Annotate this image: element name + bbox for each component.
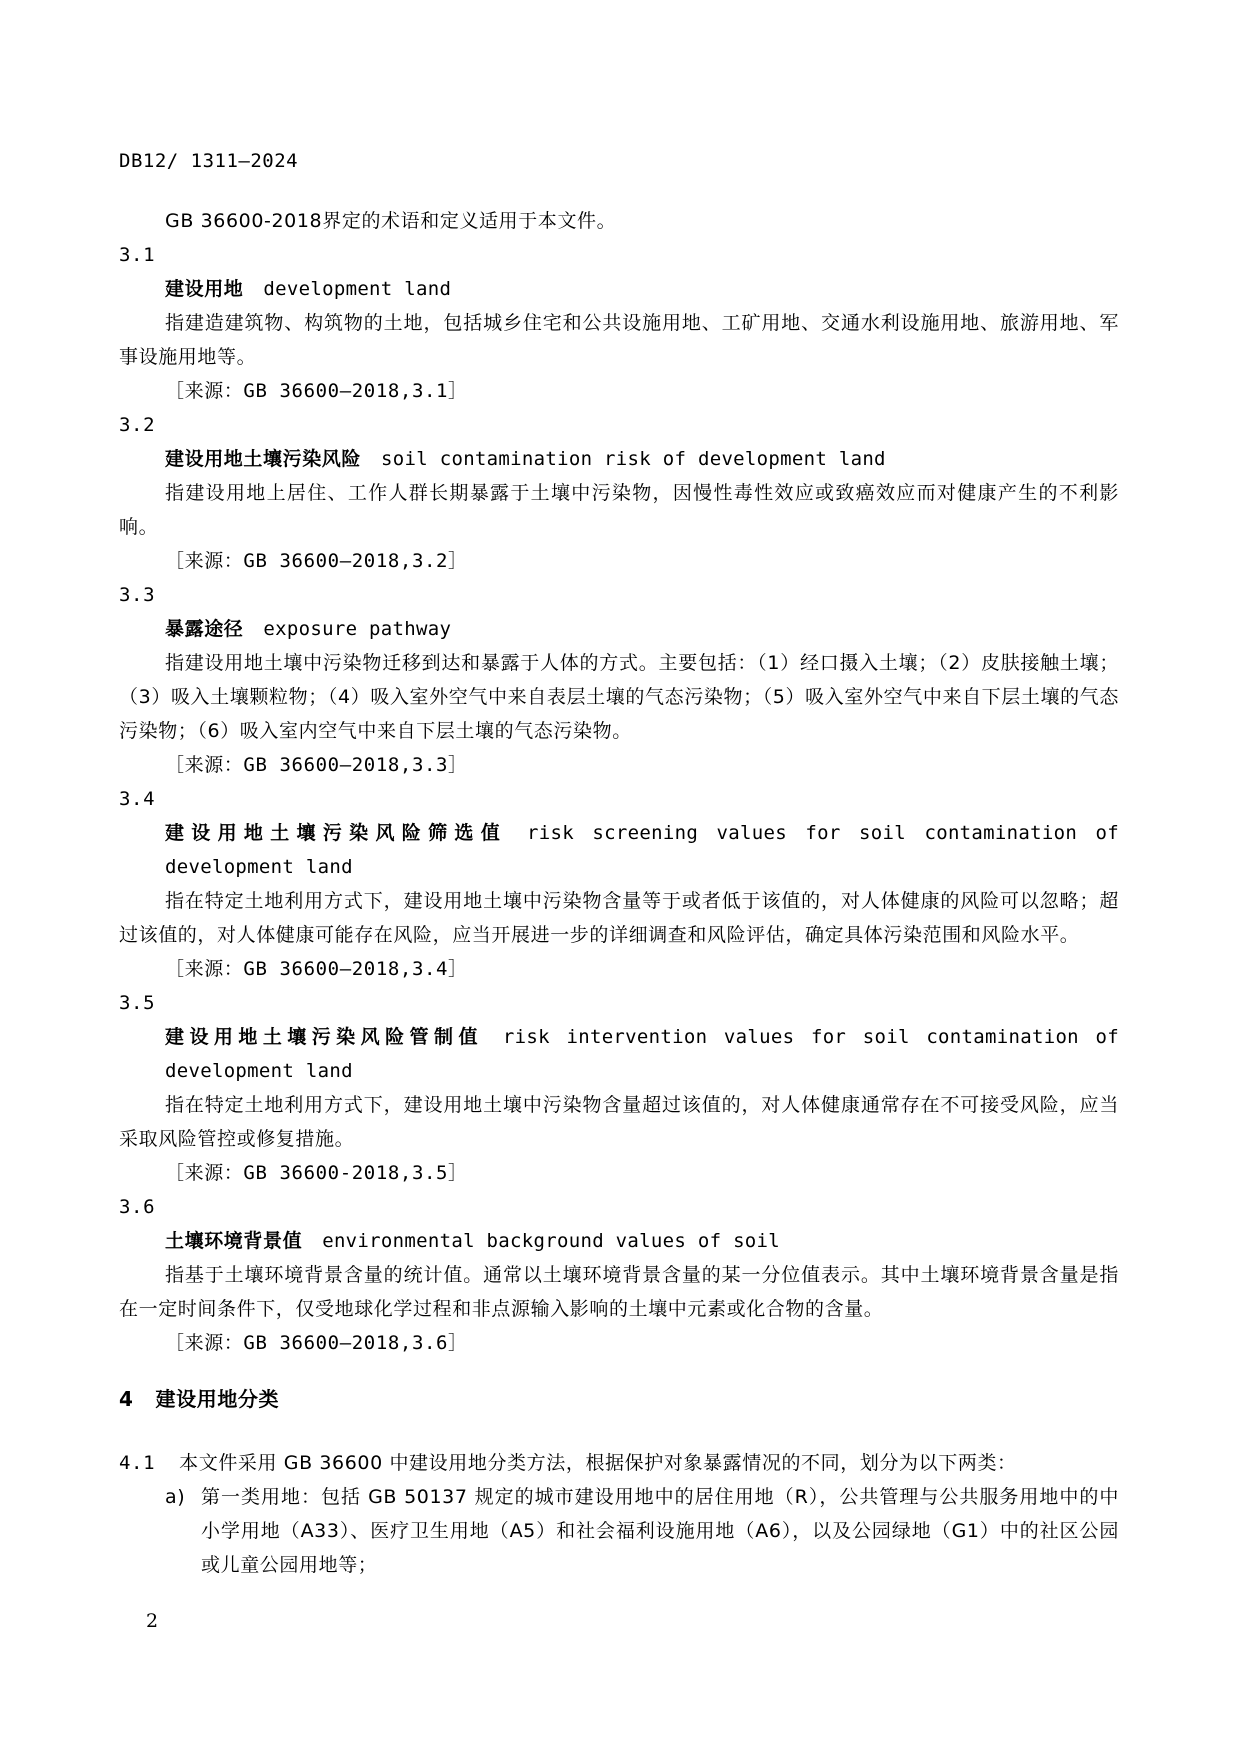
term-definition: 指建造建筑物、构筑物的土地，包括城乡住宅和公共设施用地、工矿用地、交通水利设施用地、旅游用地、军事设施用地等。 xyxy=(119,312,1119,368)
clause-number: 4.1 xyxy=(119,1452,156,1474)
term-en: development land xyxy=(263,278,452,300)
term-title xyxy=(119,1020,1119,1088)
term-source: ［来源：GB 36600—2018,3.2］ xyxy=(165,550,468,572)
term-title xyxy=(119,272,1119,306)
clause-text: 本文件采用 GB 36600 中建设用地分类方法，根据保护对象暴露情况的不同，划分为以下两类： xyxy=(179,1452,1017,1474)
term-number: 3.6 xyxy=(119,1196,156,1218)
term-number: 3.4 xyxy=(119,788,156,810)
term-en: risk intervention values for soil contamination of development land xyxy=(165,1026,1119,1082)
term-cn: 土壤环境背景值 xyxy=(165,1230,303,1252)
document-code: DB12/ 1311—2024 xyxy=(119,150,299,172)
term-definition: 指在特定土地利用方式下，建设用地土壤中污染物含量超过该值的，对人体健康通常存在不可接受风险，应当采取风险管控或修复措施。 xyxy=(119,1094,1119,1150)
term-title xyxy=(119,816,1119,884)
term-number: 3.1 xyxy=(119,244,156,266)
term-cn: 暴露途径 xyxy=(165,618,244,640)
page-number: 2 xyxy=(146,1610,159,1632)
term-title xyxy=(119,612,1119,646)
term-definition: 指在特定土地利用方式下，建设用地土壤中污染物含量等于或者低于该值的，对人体健康的风险可以忽略；超过该值的，对人体健康可能存在风险，应当开展进一步的详细调查和风险评估，确定具体污染范围和风险水平。 xyxy=(119,890,1119,946)
list-marker: a) xyxy=(165,1486,186,1508)
term-title xyxy=(119,442,1119,476)
term-en: risk screening values for soil contamination of development land xyxy=(165,822,1119,878)
term-source: ［来源：GB 36600—2018,3.3］ xyxy=(165,754,468,776)
term-title xyxy=(119,1224,1119,1258)
term-en: environmental background values of soil xyxy=(322,1230,781,1252)
term-number: 3.5 xyxy=(119,992,156,1014)
list-item xyxy=(119,1480,1119,1582)
chapter-number: 4 xyxy=(119,1387,134,1411)
clause-4-1 xyxy=(119,1446,1119,1480)
term-source: ［来源：GB 36600—2018,3.6］ xyxy=(165,1332,468,1354)
chapter-title: 建设用地分类 xyxy=(155,1387,280,1411)
term-definition: 指建设用地上居住、工作人群长期暴露于土壤中污染物，因慢性毒性效应或致癌效应而对健康产生的不利影响。 xyxy=(119,482,1119,538)
term-number: 3.2 xyxy=(119,414,156,436)
term-definition: 指建设用地土壤中污染物迁移到达和暴露于人体的方式。主要包括：（1）经口摄入土壤；（2）皮肤接触土壤；（3）吸入土壤颗粒物；（4）吸入室外空气中来自表层土壤的气态污染物；（5）吸入室外空气中来自下层土壤的气态污染物；（6）吸入室内空气中来自下层土壤的气态污染物。 xyxy=(119,652,1119,742)
list-text: 第一类用地：包括 GB 50137 规定的城市建设用地中的居住用地（R），公共管理与公共服务用地中的中小学用地（A33）、医疗卫生用地（A5）和社会福利设施用地（A6），以及公园绿地（G1）中的社区公园或儿童公园用地等； xyxy=(201,1486,1119,1576)
term-definition: 指基于土壤环境背景含量的统计值。通常以土壤环境背景含量的某一分位值表示。其中土壤环境背景含量是指在一定时间条件下，仅受地球化学过程和非点源输入影响的土壤中元素或化合物的含量。 xyxy=(119,1264,1119,1320)
term-source: ［来源：GB 36600—2018,3.1］ xyxy=(165,380,468,402)
intro-paragraph: GB 36600-2018界定的术语和定义适用于本文件。 xyxy=(165,210,617,232)
term-cn: 建设用地土壤污染风险管制值 xyxy=(165,1026,483,1048)
document-body xyxy=(119,204,1119,1582)
term-source: ［来源：GB 36600—2018,3.4］ xyxy=(165,958,468,980)
term-source: ［来源：GB 36600-2018,3.5］ xyxy=(165,1162,468,1184)
chapter-heading xyxy=(119,1382,1119,1416)
term-cn: 建设用地土壤污染风险 xyxy=(165,448,362,470)
term-cn: 建设用地土壤污染风险筛选值 xyxy=(165,822,508,844)
term-cn: 建设用地 xyxy=(165,278,244,300)
term-en: exposure pathway xyxy=(263,618,452,640)
term-number: 3.3 xyxy=(119,584,156,606)
term-en: soil contamination risk of development land xyxy=(381,448,886,470)
